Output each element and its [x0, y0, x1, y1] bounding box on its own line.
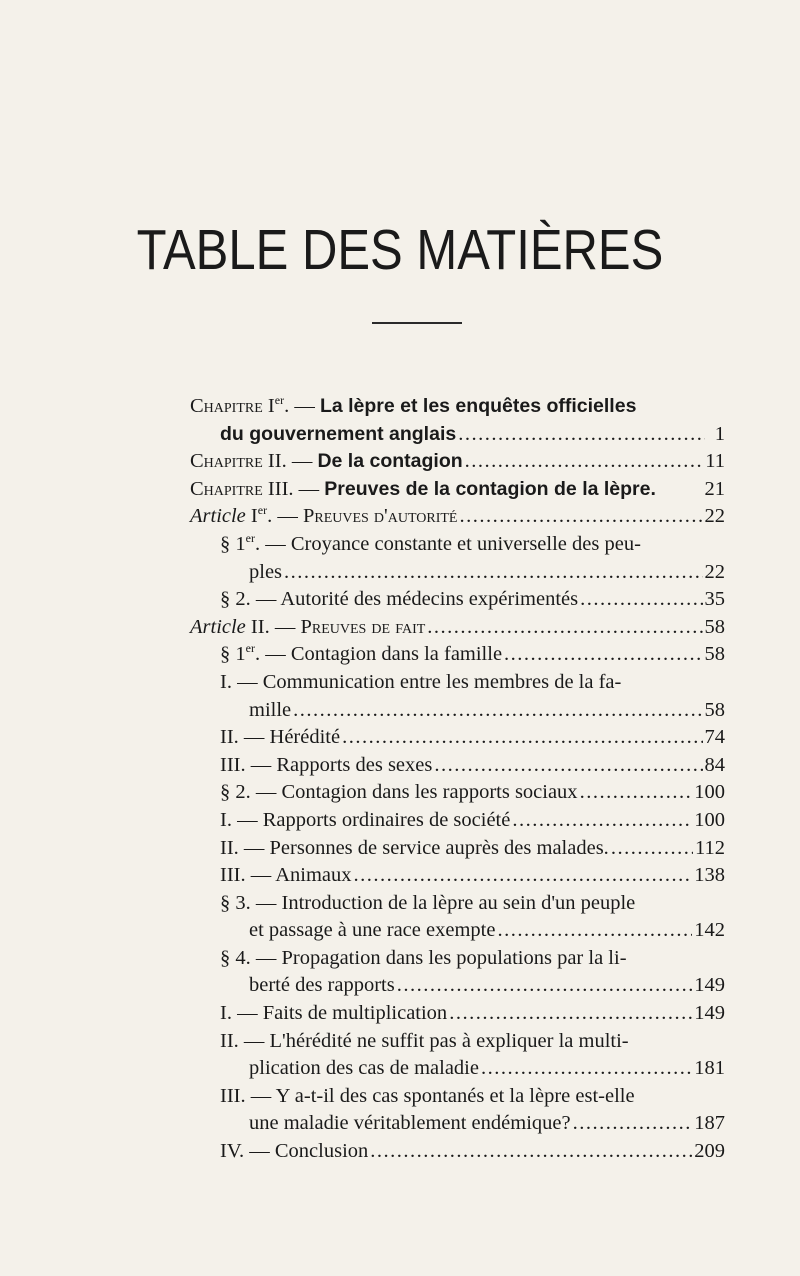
- entry-separator: . —: [245, 946, 282, 969]
- entry-title: Hérédité: [269, 726, 341, 749]
- entry-separator: . —: [254, 532, 291, 555]
- entry-page-number: 181: [694, 1057, 725, 1080]
- entry-lead: §: [220, 643, 231, 666]
- entry-lead: II.: [220, 1029, 239, 1052]
- entry-separator: —: [231, 1002, 263, 1025]
- toc-entry-section-2[interactable]: [190, 586, 725, 614]
- entry-page-number: 149: [694, 1002, 725, 1025]
- entry-title: Croyance constante et universelle des peu-: [290, 532, 641, 555]
- entry-separator: —: [231, 670, 263, 693]
- entry-lead: IV.: [220, 1140, 245, 1163]
- entry-separator: —: [238, 836, 270, 859]
- leader-dots: [512, 807, 692, 835]
- leader-dots: [458, 421, 705, 449]
- entry-lead: Article: [190, 505, 246, 528]
- entry-separator: . —: [281, 450, 318, 473]
- leader-dots: [459, 503, 702, 531]
- entry-separator: —: [245, 753, 277, 776]
- toc-entry-article-1[interactable]: [190, 503, 725, 531]
- entry-separator: . —: [288, 477, 325, 500]
- leader-dots: [611, 835, 693, 863]
- entry-separator: —: [245, 1084, 276, 1107]
- entry-number: III: [267, 477, 289, 500]
- entry-page-number: 142: [694, 919, 725, 942]
- entry-page-number: 100: [694, 808, 725, 831]
- toc-entry-continuation[interactable]: [190, 1055, 725, 1083]
- table-of-contents: [190, 393, 725, 1166]
- entry-lead: I.: [220, 670, 232, 693]
- entry-number: II: [267, 450, 282, 473]
- entry-title: berté des rapports: [249, 974, 395, 997]
- leader-dots: [434, 752, 702, 780]
- toc-entry-continuation[interactable]: [190, 1110, 725, 1138]
- toc-entry-section-1[interactable]: [190, 531, 725, 559]
- toc-entry-subsection-1[interactable]: [190, 669, 725, 697]
- toc-entry-chapitre-1[interactable]: [190, 393, 725, 421]
- entry-lead: III.: [220, 864, 246, 887]
- entry-separator: —: [231, 808, 263, 831]
- entry-lead: III.: [220, 753, 246, 776]
- leader-dots: [465, 448, 704, 476]
- toc-entry-subsection-2[interactable]: [190, 1028, 725, 1056]
- entry-lead: Article: [190, 615, 246, 638]
- entry-title: Personnes de service auprès des malades.: [269, 836, 609, 859]
- entry-title: Contagion dans la famille: [290, 643, 503, 666]
- toc-entry-subsection-3[interactable]: [190, 862, 725, 890]
- entry-lead: I.: [220, 808, 232, 831]
- entry-separator: —: [245, 864, 276, 887]
- entry-number-suffix: er: [245, 641, 255, 656]
- entry-separator: . —: [284, 395, 320, 417]
- entry-page-number: 58: [704, 698, 725, 721]
- entry-title: Communication entre les membres de la fa-: [262, 670, 622, 693]
- entry-title: L'hérédité ne suffit pas à expliquer la multi-: [269, 1029, 629, 1052]
- entry-separator: . —: [245, 891, 282, 914]
- entry-page-number: 35: [704, 588, 725, 611]
- entry-lead: II.: [220, 836, 239, 859]
- toc-entry-continuation[interactable]: [190, 559, 725, 587]
- entry-lead: §: [220, 532, 231, 555]
- entry-separator: . —: [264, 615, 301, 638]
- entry-title: ples: [249, 560, 283, 583]
- leader-dots: [293, 697, 702, 725]
- entry-lead: I.: [220, 1002, 232, 1025]
- toc-entry-continuation[interactable]: [190, 421, 725, 449]
- entry-page-number: 22: [704, 505, 725, 528]
- leader-dots: [573, 1110, 693, 1138]
- entry-title: Propagation dans les populations par la li-: [281, 946, 627, 969]
- entry-lead: II.: [220, 726, 239, 749]
- entry-title: Preuves de fait: [300, 615, 426, 638]
- leader-dots: [580, 586, 702, 614]
- title-divider: [372, 322, 462, 324]
- leader-dots: [397, 972, 693, 1000]
- toc-entry-subsection-2[interactable]: [190, 835, 725, 863]
- toc-entry-subsection-1[interactable]: [190, 1000, 725, 1028]
- entry-title: Introduction de la lèpre au sein d'un peuple: [281, 891, 636, 914]
- entry-page-number: 21: [704, 477, 725, 500]
- entry-number: II: [250, 615, 265, 638]
- entry-page-number: 209: [694, 1140, 725, 1163]
- entry-title: Conclusion: [274, 1140, 369, 1163]
- toc-entry-subsection-2[interactable]: [190, 724, 725, 752]
- entry-page-number: 100: [694, 781, 725, 804]
- toc-entry-subsection-3[interactable]: [190, 752, 725, 780]
- entry-page-number: 1: [714, 422, 725, 445]
- entry-separator: . —: [245, 781, 282, 804]
- toc-entry-subsection-4[interactable]: [190, 1138, 725, 1166]
- entry-title: Y a-t-il des cas spontanés et la lèpre est-elle: [275, 1084, 635, 1107]
- toc-entry-chapitre-2[interactable]: [190, 448, 725, 476]
- entry-title: Contagion dans les rapports sociaux: [281, 781, 578, 804]
- entry-page-number: 58: [704, 615, 725, 638]
- entry-lead: Chapitre: [190, 450, 263, 473]
- toc-entry-section-2[interactable]: [190, 779, 725, 807]
- leader-dots: [370, 1138, 692, 1166]
- leader-dots: [284, 559, 702, 587]
- entry-lead: Chapitre: [190, 477, 263, 500]
- toc-entry-section-4[interactable]: [190, 945, 725, 973]
- entry-title: Rapports ordinaires de société: [262, 808, 511, 831]
- toc-entry-continuation[interactable]: [190, 917, 725, 945]
- toc-entry-subsection-3[interactable]: [190, 1083, 725, 1111]
- entry-title: Rapports des sexes: [276, 753, 433, 776]
- entry-page-number: 22: [704, 560, 725, 583]
- entry-separator: . —: [267, 505, 303, 528]
- entry-number: 3: [235, 891, 246, 914]
- leader-dots: [427, 614, 702, 642]
- entry-title: et passage à une race exempte: [249, 919, 496, 942]
- entry-title: Preuves de la contagion de la lèpre.: [324, 477, 656, 500]
- entry-lead: §: [220, 588, 231, 611]
- toc-entry-continuation[interactable]: [190, 697, 725, 725]
- entry-number: 1: [235, 643, 246, 666]
- entry-number: 1: [235, 532, 246, 555]
- toc-entry-section-1[interactable]: [190, 641, 725, 669]
- leader-dots: [449, 1000, 692, 1028]
- toc-entry-article-2[interactable]: [190, 614, 725, 642]
- entry-page-number: 149: [694, 974, 725, 997]
- entry-separator: —: [238, 726, 270, 749]
- entry-page-number: 58: [704, 643, 725, 666]
- entry-lead: §: [220, 946, 231, 969]
- entry-page-number: 187: [694, 1112, 725, 1135]
- toc-entry-subsection-1[interactable]: [190, 807, 725, 835]
- entry-title: La lèpre et les enquêtes officielles: [319, 395, 637, 417]
- entry-number-suffix: er: [245, 531, 255, 546]
- toc-entry-section-3[interactable]: [190, 890, 725, 918]
- entry-separator: . —: [245, 588, 281, 611]
- leader-dots: [354, 862, 693, 890]
- entry-title: Faits de multiplication: [262, 1002, 448, 1025]
- entry-lead: Chapitre: [190, 395, 263, 417]
- entry-separator: —: [238, 1029, 270, 1052]
- leader-dots: [580, 779, 693, 807]
- leader-dots: [481, 1055, 692, 1083]
- entry-title: du gouvernement anglais: [220, 422, 457, 445]
- entry-title: De la contagion: [317, 450, 463, 473]
- entry-lead: §: [220, 781, 231, 804]
- entry-number: I: [267, 395, 275, 417]
- entry-number-suffix: er: [274, 393, 285, 408]
- leader-dots: [497, 917, 692, 945]
- entry-title: Animaux: [275, 864, 352, 887]
- entry-lead: III.: [220, 1084, 246, 1107]
- entry-separator: . —: [254, 643, 291, 666]
- entry-page-number: 11: [705, 450, 725, 473]
- entry-page-number: 138: [694, 864, 725, 887]
- leader-dots: [504, 641, 702, 669]
- entry-lead: §: [220, 891, 231, 914]
- leader-dots: [342, 724, 702, 752]
- page-title: TABLE DES MATIÈRES: [136, 218, 664, 282]
- entry-page-number: 112: [695, 836, 725, 859]
- toc-entry-chapitre-3[interactable]: [190, 476, 725, 504]
- entry-number: 4: [235, 946, 246, 969]
- entry-title: plication des cas de maladie: [249, 1057, 479, 1080]
- entry-number: 2: [235, 588, 246, 611]
- entry-title: Preuves d'autorité: [302, 505, 458, 528]
- entry-title: Autorité des médecins expérimentés: [280, 588, 579, 611]
- entry-page-number: 84: [704, 753, 725, 776]
- entry-number: I: [250, 505, 258, 528]
- toc-entry-continuation[interactable]: [190, 972, 725, 1000]
- entry-page-number: 74: [704, 726, 725, 749]
- entry-number-suffix: er: [257, 503, 268, 518]
- entry-separator: —: [244, 1140, 275, 1163]
- entry-title: une maladie véritablement endémique?: [249, 1112, 571, 1135]
- entry-number: 2: [235, 781, 246, 804]
- entry-title: mille: [249, 698, 292, 721]
